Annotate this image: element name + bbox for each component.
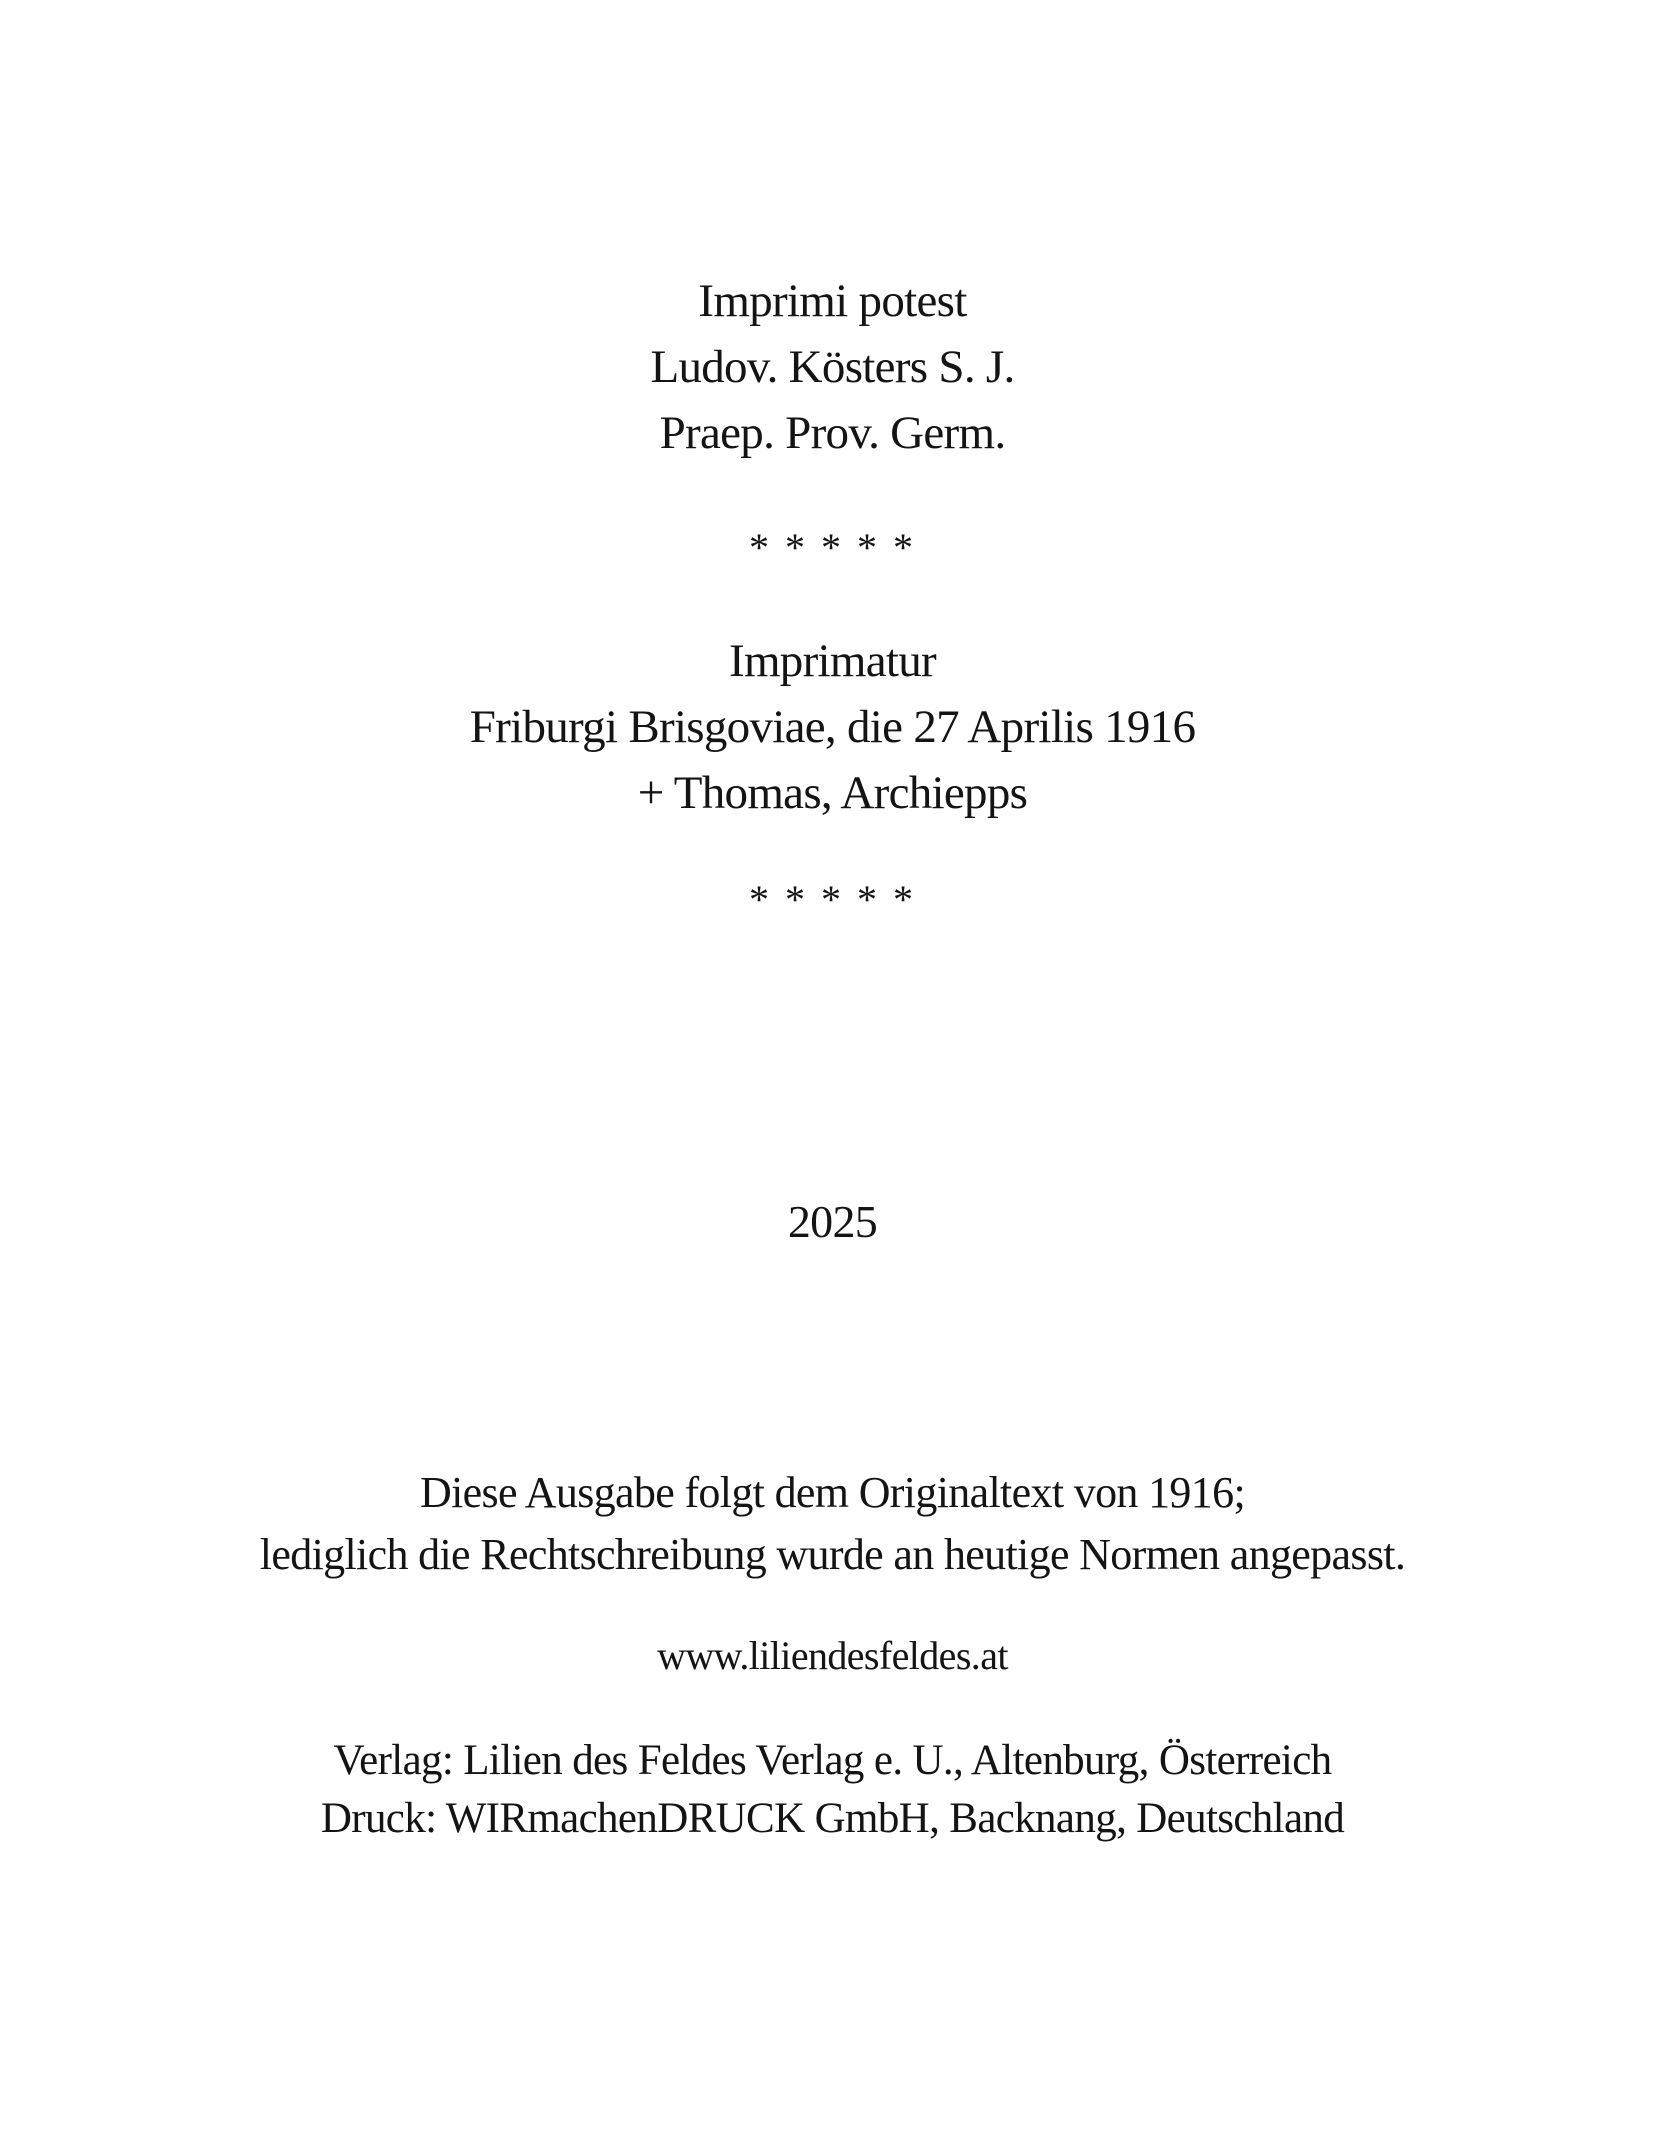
censor-name: Ludov. Kösters S. J.	[650, 341, 1015, 393]
publisher-website: www.liliendesfeldes.at	[657, 1633, 1008, 1678]
edition-note-line: Diese Ausgabe folgt dem Originaltext von 1916;	[419, 1468, 1246, 1517]
imprimi-potest-label: Imprimi potest	[698, 275, 967, 327]
edition-note-block	[0, 1462, 1665, 1586]
printer-line: Druck: WIRmachenDRUCK GmbH, Backnang, Deutschland	[320, 1795, 1345, 1842]
imprimatur-block	[0, 628, 1665, 826]
imprimatur-label: Imprimatur	[729, 635, 936, 687]
publisher-line: Verlag: Lilien des Feldes Verlag e. U., Altenburg, Österreich	[333, 1737, 1332, 1784]
publication-year: 2025	[787, 1196, 878, 1247]
asterisk-separator: * * * * *	[749, 877, 916, 922]
colophon-block	[0, 1732, 1665, 1848]
asterisk-separator: * * * * *	[749, 525, 916, 570]
archbishop-signature: + Thomas, Archiepps	[637, 767, 1028, 819]
edition-note-line: lediglich die Rechtschreibung wurde an heutige Normen angepasst.	[259, 1530, 1406, 1579]
censor-title: Praep. Prov. Germ.	[659, 407, 1006, 459]
imprimatur-place-date: Friburgi Brisgoviae, die 27 Aprilis 1916	[469, 701, 1196, 753]
imprimi-potest-block	[0, 268, 1665, 466]
